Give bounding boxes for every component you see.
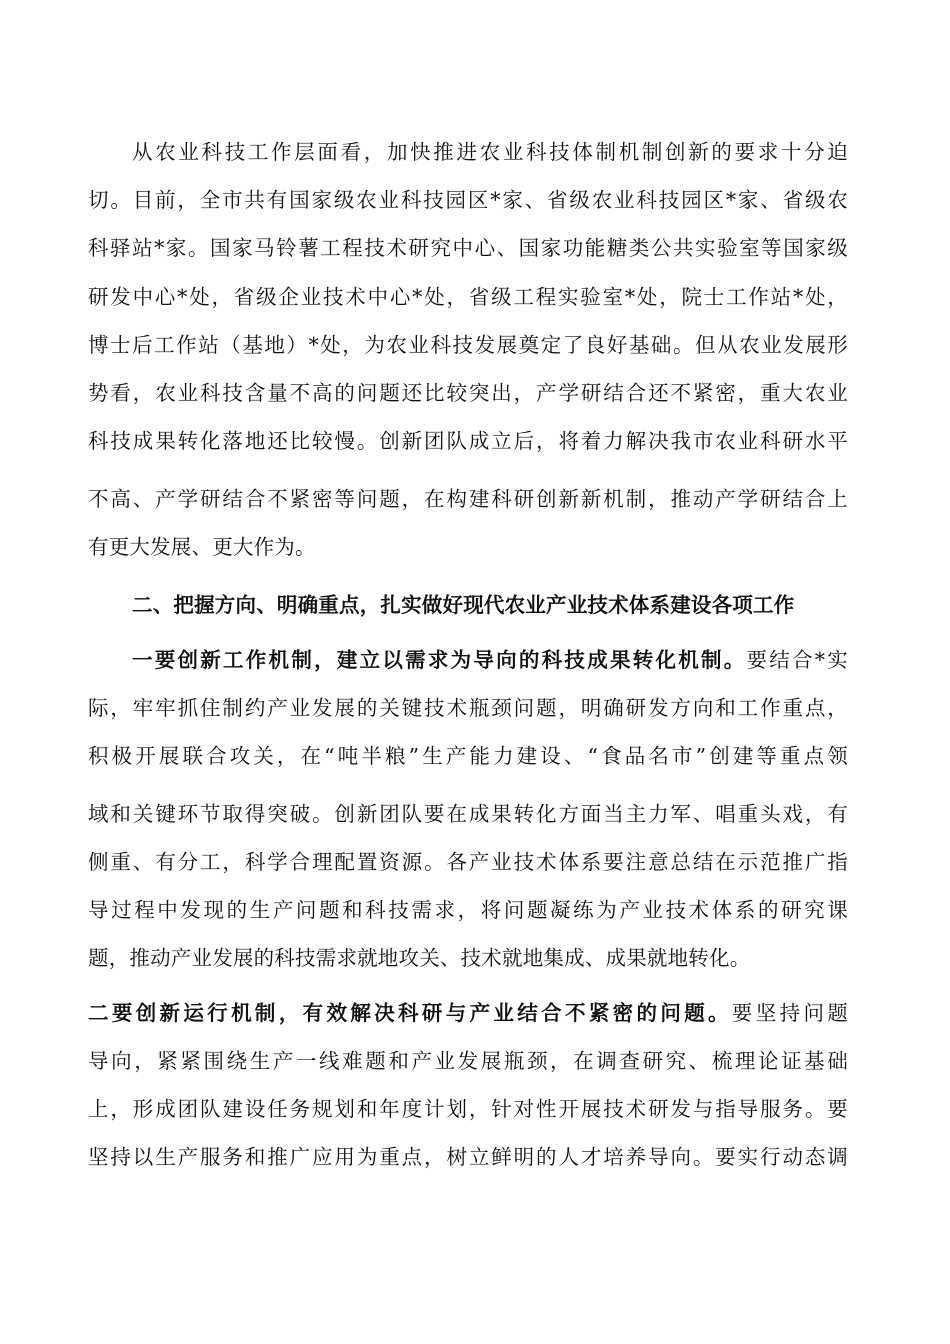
body-text-line: 有更大发展、更大作为。	[88, 535, 316, 559]
body-text-line: 势看，农业科技含量不高的问题还比较突出，产学研结合还不紧密，重大农业	[88, 381, 848, 405]
body-text-line: 坚持以生产服务和推广应用为重点，树立鲜明的人才培养导向。要实行动态调	[88, 1145, 848, 1169]
section-heading: 二、把握方向、明确重点，扎实做好现代农业产业技术体系建设各项工作	[132, 593, 795, 617]
body-text-line: 研发中心*处，省级企业技术中心*处，省级工程实验室*处，院士工作站*处，	[88, 285, 848, 309]
body-text-line: 题，推动产业发展的科技需求就地攻关、技术就地集成、成果就地转化。	[88, 946, 751, 970]
body-text-line: 科技成果转化落地还比较慢。创新团队成立后，将着力解决我市农业科研水平	[88, 429, 848, 453]
body-text-line: 上，形成团队建设任务规划和年度计划，针对性开展技术研发与指导服务。要	[88, 1097, 848, 1121]
point2-first-line	[88, 993, 848, 1033]
point1-first-line	[132, 640, 848, 680]
point2-bold-lead: 二要创新运行机制，有效解决科研与产业结合不紧密的问题。	[88, 1001, 732, 1025]
body-text-line: 切。目前，全市共有国家级农业科技园区*家、省级农业科技园区*家、省级农	[88, 188, 848, 212]
body-text-line: 际，牢牢抓住制约产业发展的关键技术瓶颈问题，明确研发方向和工作重点，	[88, 696, 848, 720]
body-text-line: 侧重、有分工，科学合理配置资源。各产业技术体系要注意总结在示范推广指	[88, 850, 848, 874]
body-text-line: 导向，紧紧围绕生产一线难题和产业发展瓶颈，在调查研究、梳理论证基础	[88, 1049, 848, 1073]
body-text-line: 科驿站*家。国家马铃薯工程技术研究中心、国家功能糖类公共实验室等国家级	[88, 236, 848, 260]
body-text-line: 博士后工作站（基地）*处，为农业科技发展奠定了良好基础。但从农业发展形	[88, 333, 848, 357]
body-text-line: 不高、产学研结合不紧密等问题，在构建科研创新新机制，推动产学研结合上	[88, 487, 848, 511]
point1-bold-lead: 一要创新工作机制，建立以需求为导向的科技成果转化机制。	[132, 648, 747, 672]
body-text-line: 导过程中发现的生产问题和科技需求，将问题凝练为产业技术体系的研究课	[88, 898, 848, 922]
point1-first-line-rest: 要结合*实	[746, 648, 848, 672]
point2-first-line-rest: 要坚持问题	[731, 1001, 848, 1025]
body-text-line: 积极开展联合攻关，在“吨半粮”生产能力建设、“食品名市”创建等重点领	[88, 744, 848, 768]
body-text-line: 域和关键环节取得突破。创新团队要在成果转化方面当主力军、唱重头戏，有	[88, 802, 848, 826]
body-text-line: 从农业科技工作层面看，加快推进农业科技体制机制创新的要求十分迫	[132, 140, 848, 164]
